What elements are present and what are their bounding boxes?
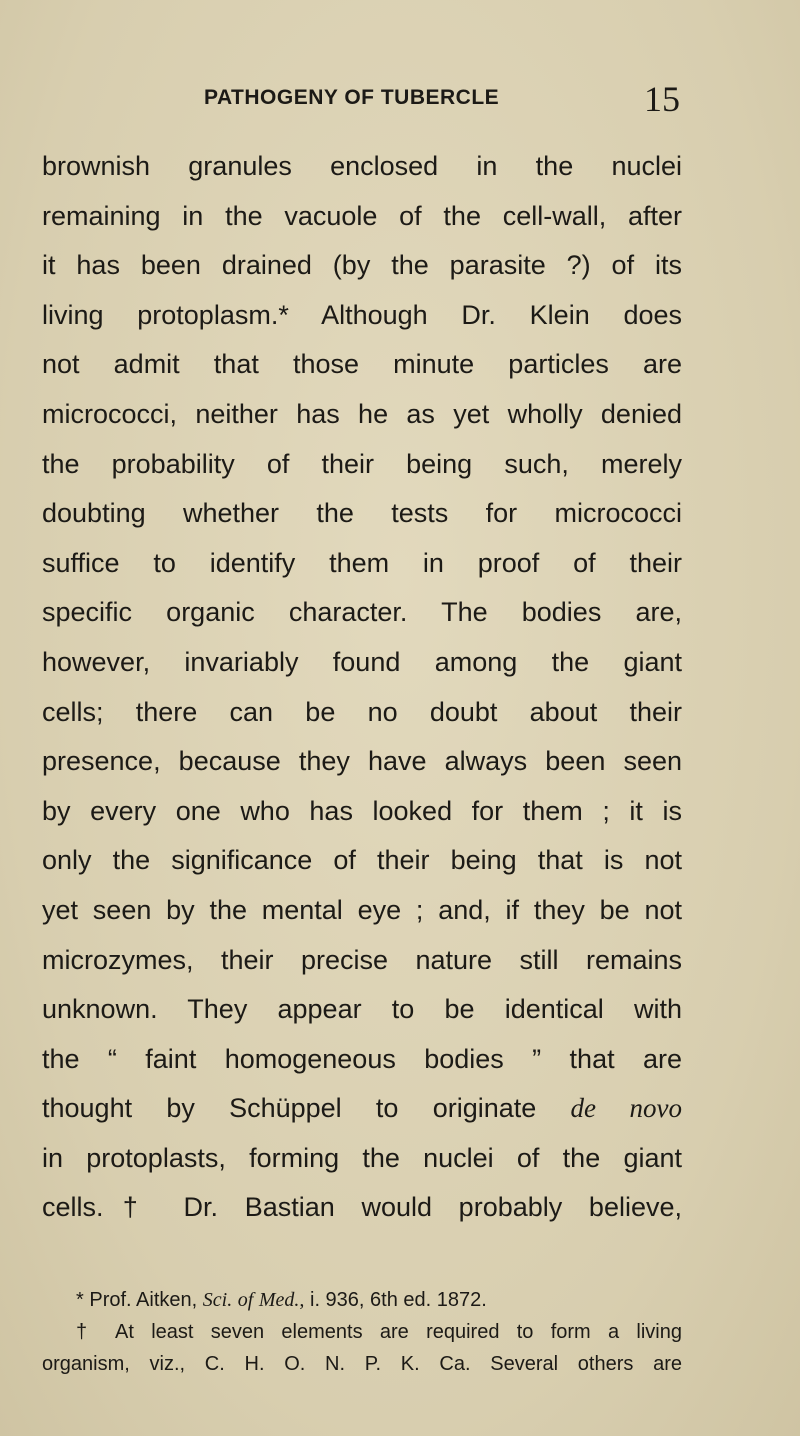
journal-abbrev: Med., [258, 1289, 305, 1311]
text-line: presence, because they have always been seen [42, 746, 682, 777]
text-line: micrococci, neither has he as yet wholly denied [42, 398, 682, 429]
footnote-text: Prof. Aitken, [89, 1289, 198, 1311]
text-line: thought by Schüppel to originate de novo [42, 1093, 682, 1124]
journal-abbrev: Sci. [202, 1289, 233, 1311]
text-line: yet seen by the mental eye ; and, if they be not [42, 894, 682, 925]
text-line: it has been drained (by the parasite ?) of its [42, 250, 682, 281]
text-line: specific organic character. The bodies are, [42, 597, 682, 628]
running-title: PATHOGENY OF TUBERCLE [204, 86, 500, 109]
text-line: living protoplasm.* Although Dr. Klein does [42, 299, 682, 330]
text-line: microzymes, their precise nature still remains [42, 944, 682, 975]
text-line: cells.† Dr. Bastian would probably believe, [42, 1192, 682, 1223]
text-line: the “ faint homogeneous bodies ” that are [42, 1043, 682, 1074]
text-line: unknown. They appear to be identical with [42, 994, 682, 1025]
footnote-text: i. 936, 6th ed. 1872. [310, 1289, 487, 1311]
text-line: cells; there can be no doubt about their [42, 696, 682, 727]
text-line: the probability of their being such, merely [42, 448, 682, 479]
page-header [204, 79, 724, 126]
text-line: in protoplasts, forming the nuclei of the giant [42, 1142, 682, 1173]
footnotes [42, 1284, 682, 1380]
italic-phrase: de novo [570, 1093, 682, 1124]
text-line: however, invariably found among the giant [42, 646, 682, 677]
text-line: suffice to identify them in proof of their [42, 547, 682, 578]
text-line: only the significance of their being that is not [42, 845, 682, 876]
footnote-2-line-1: † At least seven elements are required to form a living [76, 1321, 682, 1343]
body-text [42, 142, 682, 1233]
text-line: by every one who has looked for them ; it is [42, 795, 682, 826]
text-line: not admit that those minute particles are [42, 349, 682, 380]
text-line: brownish granules enclosed in the nuclei [42, 151, 682, 181]
text-line: doubting whether the tests for micrococci [42, 498, 682, 529]
footnote-1 [42, 1284, 682, 1316]
journal-abbrev: of [237, 1289, 254, 1311]
text-line: remaining in the vacuole of the cell-wall, after [42, 200, 682, 231]
footnote-2-line-2: organism, viz., C. H. O. N. P. K. Ca. Several others are [42, 1353, 682, 1375]
page-number: 15 [644, 79, 680, 119]
footnote-marker: * [76, 1289, 84, 1311]
